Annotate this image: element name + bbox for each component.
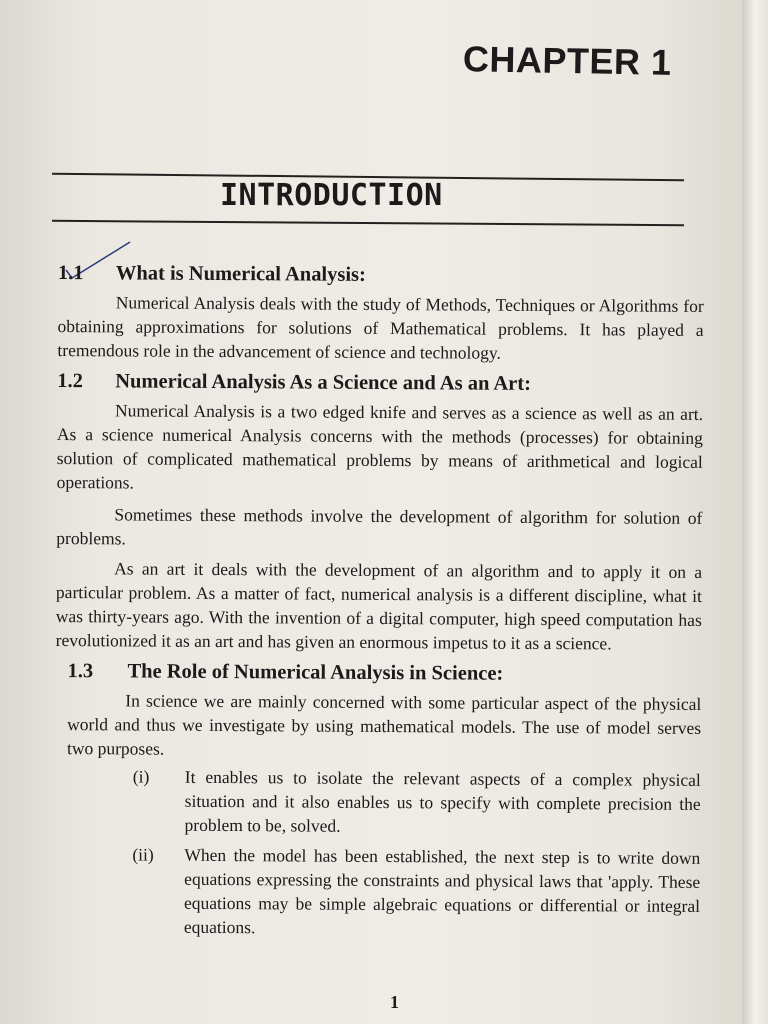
list-marker: (ii) [132, 844, 154, 865]
section-title: Numerical Analysis As a Science and As an Art: [115, 370, 532, 395]
section-1-1 [57, 260, 704, 366]
page-edge [742, 0, 768, 1024]
chapter-title: INTRODUCTION [220, 178, 443, 213]
section-title: The Role of Numerical Analysis in Science: [127, 660, 504, 685]
section-number: 1.1 [57, 261, 84, 285]
paragraph: Numerical Analysis deals with the study of Methods, Techniques or Algorithms for obtaining approximations for solutions of Mathematical problems. It has played a tremendous role in the advancement of science and technology. [57, 292, 704, 363]
paragraph: Numerical Analysis is a two edged knife and serves as a science as well as an art. As a science numerical Analysis concerns with the methods (processes) for obtaining solution of complicated mathematical problems by means of arithmetical and logical operations. [56, 400, 704, 493]
section-number: 1.2 [57, 369, 83, 393]
paragraph: In science we are mainly concerned with some particular aspect of the physical world and thus we investigate by using mathematical models. The use of model serves two purposes. [66, 690, 702, 759]
section-number: 1.3 [67, 660, 94, 683]
section-heading [57, 368, 703, 398]
section-title: What is Numerical Analysis: [115, 262, 366, 286]
page-number: 1 [390, 992, 399, 1012]
list-item [132, 764, 700, 839]
list-item-text: When the model has been established, the next step is to write down equations expressing the constraints and physical laws that 'apply. These equations may be simple algebraic equations or differential or integral equations. [183, 844, 701, 938]
paragraph: As an art it deals with the development of an algorithm and to apply it on a particular problem. As a matter of fact, numerical analysis is a different discipline, what it was thirty-years ago. With the invention of a digital computer, high speed computation has revolutionized it as an art and has given an enormous impetus to it as a science. [55, 558, 703, 654]
title-rule-bottom [52, 220, 684, 226]
chapter-label: CHAPTER 1 [463, 38, 673, 83]
section-heading [67, 658, 701, 688]
chapter-content [54, 258, 704, 948]
section-1-3 [66, 658, 702, 942]
section-1-2 [56, 368, 704, 656]
list-item [132, 842, 701, 941]
list-marker: (i) [132, 766, 150, 787]
paragraph: Sometimes these methods involve the development of algorithm for solution of problems. [56, 504, 703, 549]
purpose-list [132, 764, 701, 941]
section-heading [58, 260, 704, 290]
list-item-text: It enables us to isolate the relevant aspects of a complex physical situation and it also enables us to specify with complete precision the problem to be, solved. [184, 766, 701, 836]
